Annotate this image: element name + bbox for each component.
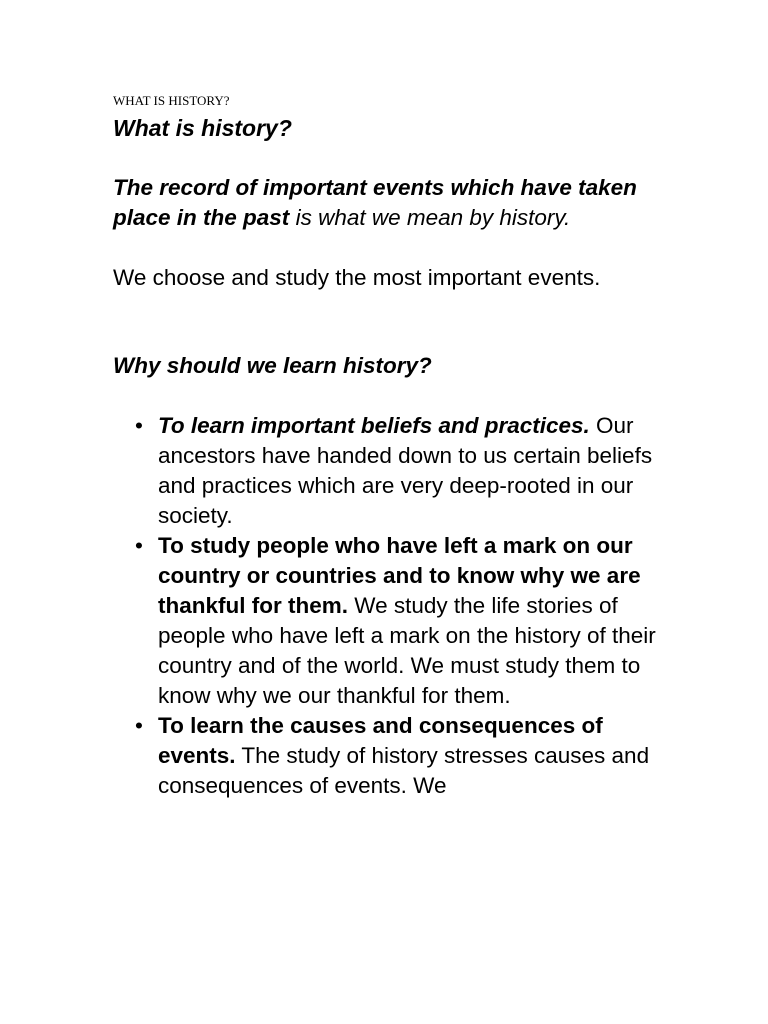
list-item — [113, 531, 673, 711]
definition-paragraph — [113, 173, 673, 233]
list-item — [113, 411, 673, 531]
list-item — [113, 711, 673, 801]
list-item-lead: To learn important beliefs and practices. — [158, 413, 590, 438]
list-item-text: Our ancestors have handed down to us certain beliefs and practices which are very deep-rooted in our society. — [158, 413, 653, 528]
definition-emphasis: The record of important events which have taken place in the past — [113, 175, 637, 230]
page-title: What is history? — [113, 115, 292, 141]
list-item-lead: To learn the causes and consequences of events. — [158, 713, 603, 768]
list-item-text: The study of history stresses causes and consequences of events. We — [158, 743, 650, 798]
bullet-icon: • — [135, 533, 143, 558]
bullet-icon: • — [135, 713, 143, 738]
page-header: WHAT IS HISTORY? — [113, 93, 230, 108]
reasons-list — [113, 411, 673, 801]
bullet-icon: • — [135, 413, 143, 438]
choose-paragraph: We choose and study the most important events. — [113, 265, 601, 290]
definition-rest: is what we mean by history. — [289, 205, 571, 230]
section-question: Why should we learn history? — [113, 353, 432, 378]
list-item-lead: To study people who have left a mark on our country or countries and to know why we are thankful for them. — [158, 533, 641, 618]
document-page — [113, 93, 673, 801]
list-item-text: We study the life stories of people who have left a mark on the history of their country and of the world. We must study them to know why we our thankful for them. — [158, 593, 656, 708]
